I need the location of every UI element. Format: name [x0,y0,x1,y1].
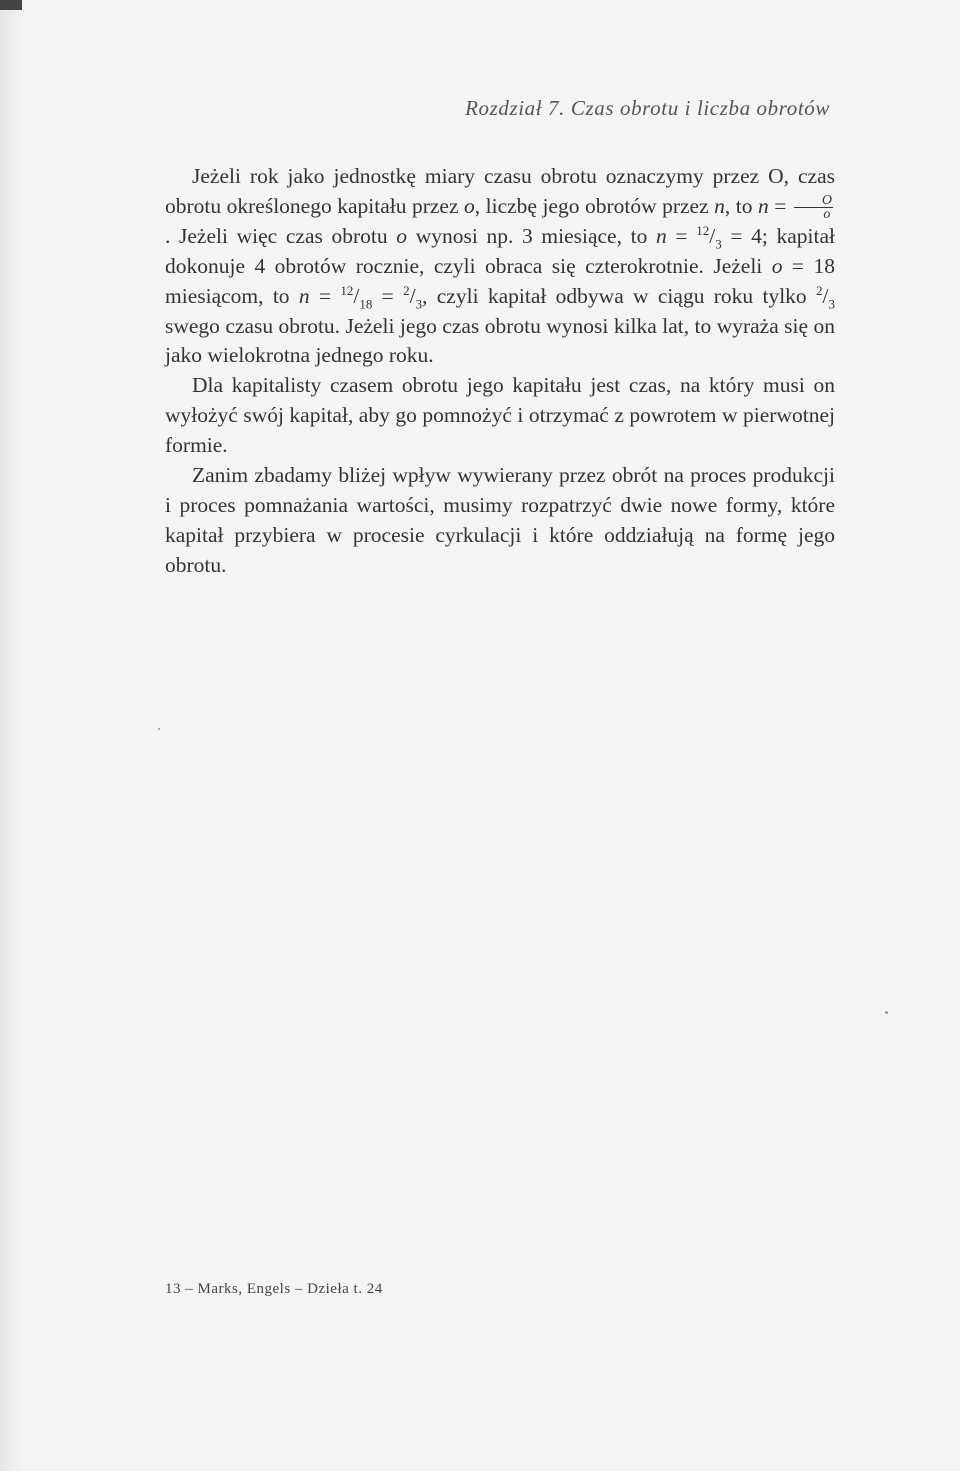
text-run: , to [724,193,758,218]
variable: o [396,223,408,248]
fraction-denominator: 3 [415,295,423,311]
text-run: swego czasu obrotu. Jeżeli jego czas obrotu wynosi kilka lat, to wyraża się on jako wielokrotna jednego roku. [165,313,835,368]
fraction-O-over-o [794,194,833,221]
paper-speck [158,728,160,730]
paragraph-1: Jeżeli rok jako jednostkę miary czasu obrotu oznaczymy przez O, czas obrotu określonego kapitału przez o, liczbę jego obrotów przez n, to n = $\frac{O}{o}$ . Jeżeli więc czas obrotu o wynosi np. 3 miesiące, to $n = ^{12}/_3 = 4$; kapitał dokonuje 4 obrotów rocznie, czyli obraca się czterokrotnie. Jeżeli o = 18 miesiącom, to $n = ^{12}/_{18} = ^2/_3$, czyli kapitał odbywa w ciągu roku tylko $^2/_3$ swego czasu obrotu. Jeżeli jego czas obrotu wynosi kilka lat, to wyraża się on jako wielokrotna jednego roku. [165,164,835,368]
fraction-denominator: 18 [359,295,373,311]
text-run: wynosi np. 3 miesiące, to [407,223,657,248]
page-edge [0,0,28,1471]
paragraph-2: Dla kapitalisty czasem obrotu jego kapitału jest czas, na który musi on wyłożyć swój kapitał, aby go pomnożyć i otrzymać z powrotem w pierwotnej formie. [165,373,835,458]
fraction-numerator: 12 [340,282,354,298]
corner-mark [0,0,22,10]
running-head [180,96,830,121]
text-run: = [666,223,697,248]
variable: n [656,223,667,248]
paragraph-3: Zanim zbadamy bliżej wpływ wywierany przez obrót na proces produkcji i proces pomnażania wartości, musimy rozpatrzyć dwie nowe formy, które kapitał przybiera w procesie cyrkulacji i które oddziałują na formę jego obrotu. [165,463,835,577]
variable: n [757,193,769,218]
text-run: . Jeżeli więc czas obrotu [165,223,397,248]
text-run: = 18 miesiącom, to [165,253,835,308]
fraction-numerator: 2 [815,282,823,298]
variable: o [771,253,783,278]
fraction-numerator: O [794,194,833,208]
body-text [165,162,835,581]
text-run: = [768,193,792,218]
text-run: , czyli kapitał odbywa w ciągu roku tylko [422,283,816,308]
fraction-numerator: 2 [403,282,410,298]
text-run: Jeżeli rok jako jednostkę miary czasu obrotu oznaczymy przez O, czas obrotu określonego kapitału przez [165,164,835,218]
variable: n [714,193,725,218]
fraction-denominator: o [823,207,831,223]
fraction-denominator: 3 [828,295,835,311]
text-run: = [372,283,404,308]
fraction-numerator: 12 [696,222,710,238]
fraction-denominator: 3 [715,236,722,252]
text-run: , liczbę jego obrotów przez [474,193,715,218]
variable: o [464,193,475,218]
text-run: = 4; kapitał dokonuje 4 obrotów rocznie, czyli obraca się czterokrotnie. Jeżeli [165,223,835,278]
text-run: = [309,283,341,308]
printer-signature: 13 – Marks, Engels – Dzieła t. 24 [165,1281,383,1297]
chapter-title: Czas obrotu i liczba obrotów [570,96,830,120]
paper-speck [885,1011,888,1014]
chapter-label: Rozdział 7. [465,96,566,120]
variable: n [298,283,310,308]
